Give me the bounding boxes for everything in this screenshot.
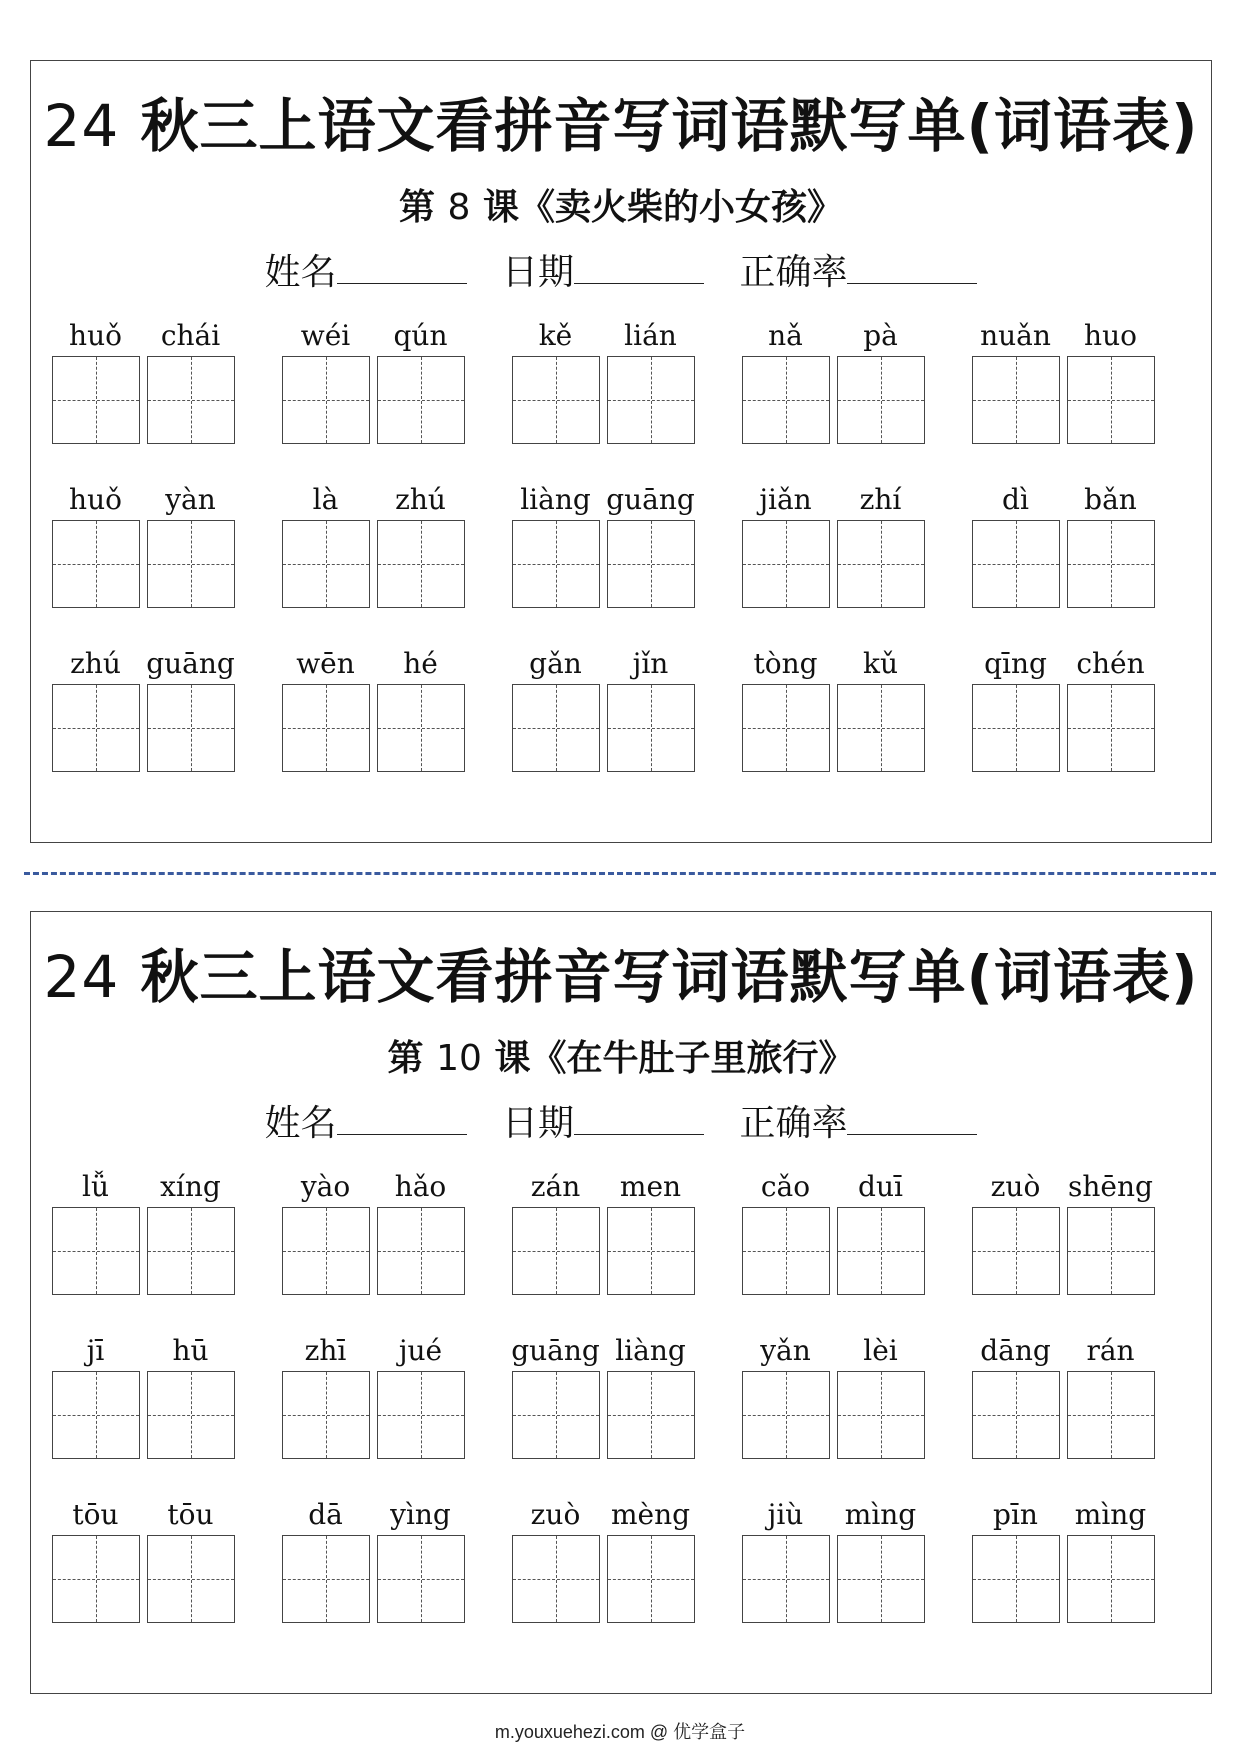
- character-cell: [48, 644, 143, 808]
- pinyin-label: mèng: [610, 1498, 691, 1531]
- pinyin-label: huǒ: [69, 319, 122, 352]
- pinyin-label: mìng: [844, 1498, 917, 1531]
- writing-box[interactable]: [742, 1535, 830, 1623]
- word-row: [48, 1331, 1198, 1495]
- pinyin-label: hé: [403, 647, 438, 680]
- word-item: [278, 644, 508, 808]
- character-cell: [603, 316, 698, 480]
- character-cell: [48, 480, 143, 644]
- pinyin-label: lèi: [863, 1334, 898, 1367]
- character-cell: [373, 644, 468, 808]
- character-cell: [48, 1167, 143, 1331]
- pinyin-label: liàng: [520, 483, 591, 516]
- writing-box[interactable]: [52, 1207, 140, 1295]
- name-blank[interactable]: [337, 1104, 467, 1135]
- writing-box[interactable]: [837, 356, 925, 444]
- writing-box[interactable]: [1067, 1535, 1155, 1623]
- pinyin-label: cǎo: [760, 1170, 811, 1203]
- pinyin-label: dì: [1002, 483, 1029, 516]
- pinyin-label: tōu: [167, 1498, 214, 1531]
- writing-box[interactable]: [282, 356, 370, 444]
- pinyin-label: jǐn: [632, 647, 669, 680]
- pinyin-label: gǎn: [529, 647, 582, 680]
- writing-box[interactable]: [377, 520, 465, 608]
- lesson-heading: 第 10 课《在牛肚子里旅行》: [387, 1038, 855, 1079]
- word-item: [278, 316, 508, 480]
- pinyin-label: lǚ: [82, 1170, 109, 1203]
- pinyin-label: yàn: [165, 483, 216, 516]
- character-cell: [968, 1167, 1063, 1331]
- character-cell: [143, 644, 238, 808]
- character-cell: [968, 480, 1063, 644]
- writing-box[interactable]: [512, 520, 600, 608]
- pinyin-label: xíng: [160, 1170, 221, 1203]
- writing-box[interactable]: [742, 520, 830, 608]
- character-cell: [373, 1167, 468, 1331]
- pinyin-label: hǎo: [394, 1170, 447, 1203]
- word-item: [738, 1331, 968, 1495]
- character-cell: [1063, 644, 1158, 808]
- character-cell: [278, 480, 373, 644]
- character-cell: [508, 1331, 603, 1495]
- accuracy-blank[interactable]: [847, 1104, 977, 1135]
- character-cell: [373, 480, 468, 644]
- date-blank[interactable]: [574, 1104, 704, 1135]
- pinyin-label: zhī: [304, 1334, 347, 1367]
- writing-box[interactable]: [512, 1371, 600, 1459]
- character-cell: [143, 1167, 238, 1331]
- pinyin-label: guāng: [511, 1334, 600, 1367]
- character-cell: [968, 316, 1063, 480]
- writing-box[interactable]: [1067, 520, 1155, 608]
- writing-box[interactable]: [972, 356, 1060, 444]
- pinyin-label: dā: [308, 1498, 343, 1531]
- writing-box[interactable]: [512, 684, 600, 772]
- word-item: [968, 644, 1198, 808]
- character-cell: [1063, 480, 1158, 644]
- character-cell: [968, 644, 1063, 808]
- character-cell: [278, 1331, 373, 1495]
- writing-box[interactable]: [282, 1371, 370, 1459]
- pinyin-label: jiù: [767, 1498, 804, 1531]
- word-item: [968, 1495, 1198, 1659]
- pinyin-label: zhú: [395, 483, 446, 516]
- student-info-line: [31, 1095, 1211, 1146]
- writing-box[interactable]: [972, 1371, 1060, 1459]
- word-item: [968, 480, 1198, 644]
- date-label: 日期: [501, 252, 574, 293]
- accuracy-blank[interactable]: [847, 253, 977, 284]
- character-cell: [373, 316, 468, 480]
- character-cell: [738, 1331, 833, 1495]
- writing-box[interactable]: [607, 356, 695, 444]
- word-item: [738, 1495, 968, 1659]
- character-cell: [1063, 316, 1158, 480]
- character-cell: [603, 644, 698, 808]
- writing-box[interactable]: [512, 356, 600, 444]
- name-label: 姓名: [264, 1103, 337, 1144]
- pinyin-label: zhí: [859, 483, 902, 516]
- worksheet-title: 24 秋三上语文看拼音写词语默写单(词语表): [43, 943, 1199, 1011]
- word-item: [508, 480, 738, 644]
- writing-box[interactable]: [1067, 684, 1155, 772]
- word-row: [48, 316, 1198, 480]
- lesson-heading: 第 8 课《卖火柴的小女孩》: [398, 187, 844, 228]
- pinyin-label: rán: [1086, 1334, 1135, 1367]
- pinyin-label: nǎ: [768, 319, 803, 352]
- word-item: [278, 480, 508, 644]
- character-cell: [143, 480, 238, 644]
- pinyin-label: chái: [160, 319, 221, 352]
- date-label: 日期: [501, 1103, 574, 1144]
- character-cell: [143, 316, 238, 480]
- word-item: [278, 1331, 508, 1495]
- footer-watermark: m.youxuehezi.com @ 优学盒子: [494, 1722, 746, 1742]
- character-cell: [968, 1495, 1063, 1659]
- character-cell: [968, 1331, 1063, 1495]
- pinyin-label: huo: [1084, 319, 1137, 352]
- writing-box[interactable]: [377, 356, 465, 444]
- writing-box[interactable]: [52, 520, 140, 608]
- word-grid: [48, 316, 1198, 808]
- pinyin-label: zuò: [530, 1498, 581, 1531]
- pinyin-label: tòng: [753, 647, 818, 680]
- writing-box[interactable]: [282, 1207, 370, 1295]
- writing-box[interactable]: [147, 520, 235, 608]
- word-item: [508, 316, 738, 480]
- character-cell: [738, 316, 833, 480]
- writing-box[interactable]: [972, 520, 1060, 608]
- pinyin-label: yào: [300, 1170, 351, 1203]
- word-item: [278, 1167, 508, 1331]
- accuracy-label: 正确率: [739, 252, 848, 293]
- character-cell: [833, 1331, 928, 1495]
- character-cell: [373, 1331, 468, 1495]
- word-row: [48, 1167, 1198, 1331]
- date-blank[interactable]: [574, 253, 704, 284]
- character-cell: [508, 480, 603, 644]
- character-cell: [508, 644, 603, 808]
- pinyin-label: pīn: [993, 1498, 1038, 1531]
- character-cell: [48, 316, 143, 480]
- writing-box[interactable]: [607, 1371, 695, 1459]
- character-cell: [143, 1495, 238, 1659]
- pinyin-label: lián: [624, 319, 677, 352]
- writing-box[interactable]: [52, 356, 140, 444]
- writing-box[interactable]: [1067, 1371, 1155, 1459]
- pinyin-label: jué: [398, 1334, 443, 1367]
- pinyin-label: là: [312, 483, 339, 516]
- writing-box[interactable]: [1067, 356, 1155, 444]
- worksheet-title: 24 秋三上语文看拼音写词语默写单(词语表): [43, 92, 1199, 160]
- character-cell: [833, 1167, 928, 1331]
- character-cell: [603, 1167, 698, 1331]
- pinyin-label: chén: [1076, 647, 1145, 680]
- writing-box[interactable]: [52, 1371, 140, 1459]
- writing-box[interactable]: [1067, 1207, 1155, 1295]
- word-item: [48, 1167, 278, 1331]
- character-cell: [738, 1167, 833, 1331]
- character-cell: [603, 480, 698, 644]
- pinyin-label: kě: [538, 319, 573, 352]
- writing-box[interactable]: [377, 1371, 465, 1459]
- writing-box[interactable]: [742, 1371, 830, 1459]
- writing-box[interactable]: [147, 356, 235, 444]
- character-cell: [603, 1331, 698, 1495]
- character-cell: [278, 1495, 373, 1659]
- writing-box[interactable]: [742, 1207, 830, 1295]
- writing-box[interactable]: [377, 684, 465, 772]
- pinyin-label: zhú: [70, 647, 121, 680]
- word-item: [738, 480, 968, 644]
- character-cell: [278, 1167, 373, 1331]
- pinyin-label: liàng: [615, 1334, 686, 1367]
- pinyin-label: wēn: [296, 647, 355, 680]
- word-item: [508, 1167, 738, 1331]
- character-cell: [278, 316, 373, 480]
- writing-box[interactable]: [377, 1535, 465, 1623]
- writing-box[interactable]: [512, 1207, 600, 1295]
- pinyin-label: qún: [393, 319, 448, 352]
- writing-box[interactable]: [742, 356, 830, 444]
- writing-box[interactable]: [52, 1535, 140, 1623]
- pinyin-label: duī: [858, 1170, 903, 1203]
- pinyin-label: shēng: [1068, 1170, 1153, 1203]
- pinyin-label: pà: [863, 319, 898, 352]
- pinyin-label: hū: [172, 1334, 209, 1367]
- writing-box[interactable]: [282, 1535, 370, 1623]
- word-item: [48, 1331, 278, 1495]
- word-item: [48, 316, 278, 480]
- pinyin-label: mìng: [1074, 1498, 1147, 1531]
- writing-box[interactable]: [837, 1371, 925, 1459]
- character-cell: [833, 316, 928, 480]
- word-item: [968, 1331, 1198, 1495]
- pinyin-label: qīng: [984, 647, 1047, 680]
- character-cell: [508, 1495, 603, 1659]
- accuracy-label: 正确率: [739, 1103, 848, 1144]
- pinyin-label: bǎn: [1084, 483, 1137, 516]
- writing-box[interactable]: [147, 1371, 235, 1459]
- word-item: [48, 480, 278, 644]
- pinyin-label: yǎn: [760, 1334, 811, 1367]
- worksheet-lesson-8: [30, 60, 1212, 843]
- word-grid: [48, 1167, 1198, 1659]
- writing-box[interactable]: [52, 684, 140, 772]
- word-item: [278, 1495, 508, 1659]
- pinyin-label: dāng: [980, 1334, 1051, 1367]
- pinyin-label: guāng: [606, 483, 695, 516]
- writing-box[interactable]: [837, 1535, 925, 1623]
- word-item: [738, 644, 968, 808]
- character-cell: [278, 644, 373, 808]
- pinyin-label: huǒ: [69, 483, 122, 516]
- character-cell: [1063, 1167, 1158, 1331]
- word-item: [738, 316, 968, 480]
- writing-box[interactable]: [837, 520, 925, 608]
- word-item: [508, 644, 738, 808]
- writing-box[interactable]: [282, 520, 370, 608]
- word-item: [508, 1495, 738, 1659]
- pinyin-label: nuǎn: [980, 319, 1051, 352]
- writing-box[interactable]: [972, 1207, 1060, 1295]
- writing-box[interactable]: [972, 1535, 1060, 1623]
- word-item: [968, 1167, 1198, 1331]
- writing-box[interactable]: [282, 684, 370, 772]
- pinyin-label: jī: [86, 1334, 105, 1367]
- name-label: 姓名: [264, 252, 337, 293]
- writing-box[interactable]: [972, 684, 1060, 772]
- word-row: [48, 480, 1198, 644]
- character-cell: [738, 480, 833, 644]
- student-info-line: [31, 244, 1211, 295]
- writing-box[interactable]: [607, 520, 695, 608]
- writing-box[interactable]: [147, 1207, 235, 1295]
- character-cell: [508, 1167, 603, 1331]
- pinyin-label: zuò: [990, 1170, 1041, 1203]
- writing-box[interactable]: [837, 684, 925, 772]
- word-item: [968, 316, 1198, 480]
- character-cell: [833, 1495, 928, 1659]
- writing-box[interactable]: [607, 1535, 695, 1623]
- character-cell: [738, 1495, 833, 1659]
- word-item: [508, 1331, 738, 1495]
- name-blank[interactable]: [337, 253, 467, 284]
- word-item: [48, 644, 278, 808]
- character-cell: [373, 1495, 468, 1659]
- character-cell: [603, 1495, 698, 1659]
- pinyin-label: guāng: [146, 647, 235, 680]
- writing-box[interactable]: [512, 1535, 600, 1623]
- pinyin-label: jiǎn: [759, 483, 812, 516]
- character-cell: [833, 644, 928, 808]
- writing-box[interactable]: [147, 1535, 235, 1623]
- character-cell: [508, 316, 603, 480]
- pinyin-label: zán: [530, 1170, 581, 1203]
- word-item: [738, 1167, 968, 1331]
- pinyin-label: kǔ: [863, 647, 898, 680]
- character-cell: [738, 644, 833, 808]
- writing-box[interactable]: [377, 1207, 465, 1295]
- word-row: [48, 644, 1198, 808]
- writing-box[interactable]: [742, 684, 830, 772]
- pinyin-label: tōu: [72, 1498, 119, 1531]
- character-cell: [833, 480, 928, 644]
- writing-box[interactable]: [607, 1207, 695, 1295]
- writing-box[interactable]: [147, 684, 235, 772]
- character-cell: [143, 1331, 238, 1495]
- character-cell: [1063, 1331, 1158, 1495]
- worksheet-lesson-10: [30, 911, 1212, 1694]
- character-cell: [48, 1331, 143, 1495]
- cut-line: [24, 872, 1216, 875]
- pinyin-label: wéi: [300, 319, 351, 352]
- writing-box[interactable]: [607, 684, 695, 772]
- pinyin-label: men: [619, 1170, 682, 1203]
- character-cell: [48, 1495, 143, 1659]
- pinyin-label: yìng: [390, 1498, 451, 1531]
- word-item: [48, 1495, 278, 1659]
- character-cell: [1063, 1495, 1158, 1659]
- writing-box[interactable]: [837, 1207, 925, 1295]
- word-row: [48, 1495, 1198, 1659]
